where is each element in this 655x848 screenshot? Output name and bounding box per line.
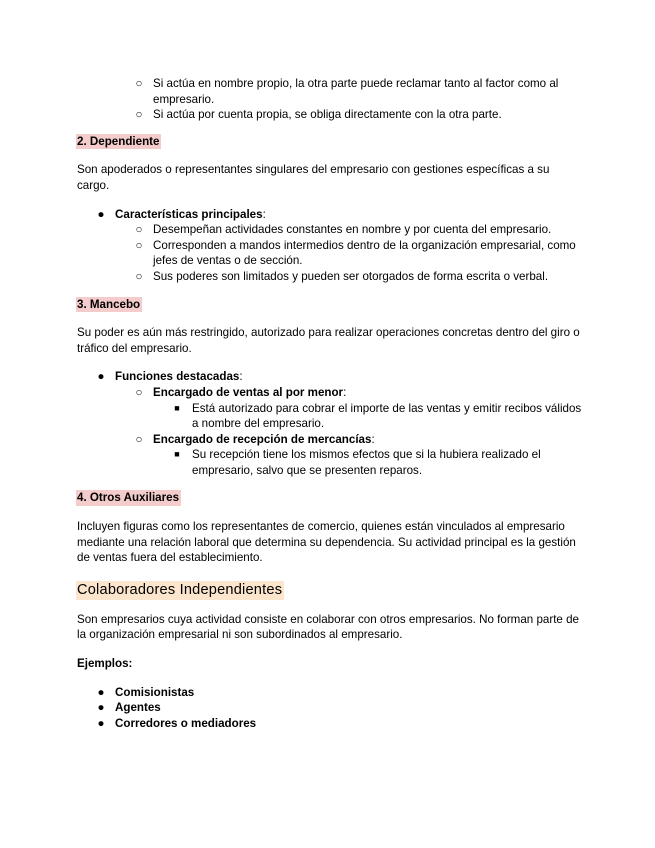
otros-paragraph: Incluyen figuras como los representantes de comercio, quienes están vinculados al empresario mediante una relación laboral que determina su dependencia. Su actividad principal es la gestión de ventas fuera del establecimiento. (77, 520, 576, 565)
disc-bullet-icon: ● (97, 716, 105, 730)
recepcion-label: Encargado de recepción de mercancías (153, 432, 372, 446)
square-bullet-icon: ■ (174, 402, 180, 413)
circle-bullet-icon: ○ (135, 385, 143, 399)
circle-bullet-icon: ○ (135, 269, 143, 283)
list-item (77, 716, 582, 732)
disc-bullet-icon: ● (97, 207, 105, 221)
disc-bullet-icon: ● (97, 701, 105, 715)
list-item (77, 269, 582, 285)
list-item (77, 76, 582, 107)
mancebo-paragraph: Su poder es aún más restringido, autorizado para realizar operaciones concretas dentro del giro o tráfico del empresario. (77, 326, 580, 355)
list-item (77, 222, 582, 238)
dependiente-heading: 2. Dependiente (77, 134, 160, 148)
list-item (77, 447, 582, 478)
list-item (77, 369, 582, 385)
list-item (77, 700, 582, 716)
square-bullet-icon: ■ (174, 449, 180, 460)
mancebo-heading-row (77, 297, 582, 313)
list-item (77, 107, 582, 123)
circle-bullet-icon: ○ (135, 432, 143, 446)
circle-bullet-icon: ○ (135, 223, 143, 237)
dependiente-heading-row (77, 134, 582, 150)
func-label: Funciones destacadas (115, 370, 240, 384)
list-item-text: Corresponden a mandos intermedios dentro de la organización empresarial, como jefes de ventas o de sección. (153, 238, 576, 268)
circle-bullet-icon: ○ (135, 238, 143, 252)
list-item (77, 685, 582, 701)
colaboradores-heading: Colaboradores Independientes (77, 581, 283, 598)
list-item-text: Está autorizado para cobrar el importe de las ventas y emitir recibos válidos a nombre del empresario. (192, 401, 582, 431)
list-item (77, 385, 582, 401)
mancebo-list (77, 369, 582, 478)
circle-bullet-icon: ○ (135, 108, 143, 122)
dependiente-paragraph: Son apoderados o representantes singulares del empresario con gestiones específicas a su cargo. (77, 163, 550, 192)
list-item (77, 238, 582, 269)
ejemplos-list (77, 685, 582, 732)
recepcion-colon: : (371, 432, 375, 446)
colaboradores-heading-row (77, 581, 582, 600)
dependiente-list (77, 207, 582, 285)
list-item (77, 432, 582, 448)
ejemplos-label: Ejemplos: (77, 657, 133, 671)
list-item-text: Sus poderes son limitados y pueden ser otorgados de forma escrita o verbal. (153, 269, 549, 283)
mancebo-heading: 3. Mancebo (77, 297, 141, 311)
factor-sub-list (77, 76, 582, 123)
disc-bullet-icon: ● (97, 370, 105, 384)
disc-bullet-icon: ● (97, 685, 105, 699)
list-item (77, 207, 582, 223)
otros-heading: 4. Otros Auxiliares (77, 491, 180, 505)
list-item (77, 401, 582, 432)
colaboradores-paragraph: Son empresarios cuya actividad consiste en colaborar con otros empresarios. No forman parte de la organización empresarial ni son subordinados al empresario. (77, 612, 580, 642)
char-label: Características principales (115, 207, 263, 221)
char-colon: : (262, 207, 266, 221)
circle-bullet-icon: ○ (135, 77, 143, 90)
list-item-text: Si actúa por cuenta propia, se obliga directamente con la otra parte. (153, 108, 502, 122)
list-item-text: Desempeñan actividades constantes en nombre y por cuenta del empresario. (153, 223, 552, 237)
func-colon: : (239, 370, 243, 384)
list-item-text: Corredores o mediadores (115, 716, 257, 730)
list-item-text: Su recepción tiene los mismos efectos que si la hubiera realizado el empresario, salvo que se presenten reparos. (192, 448, 541, 477)
ventas-label: Encargado de ventas al por menor (153, 385, 344, 399)
list-item-text: Agentes (115, 701, 161, 715)
otros-heading-row (77, 490, 582, 506)
ventas-colon: : (343, 385, 347, 399)
list-item-text: Si actúa en nombre propio, la otra parte puede reclamar tanto al factor como al empresario. (153, 77, 559, 106)
list-item-text: Comisionistas (115, 685, 195, 699)
document-page (77, 76, 582, 731)
